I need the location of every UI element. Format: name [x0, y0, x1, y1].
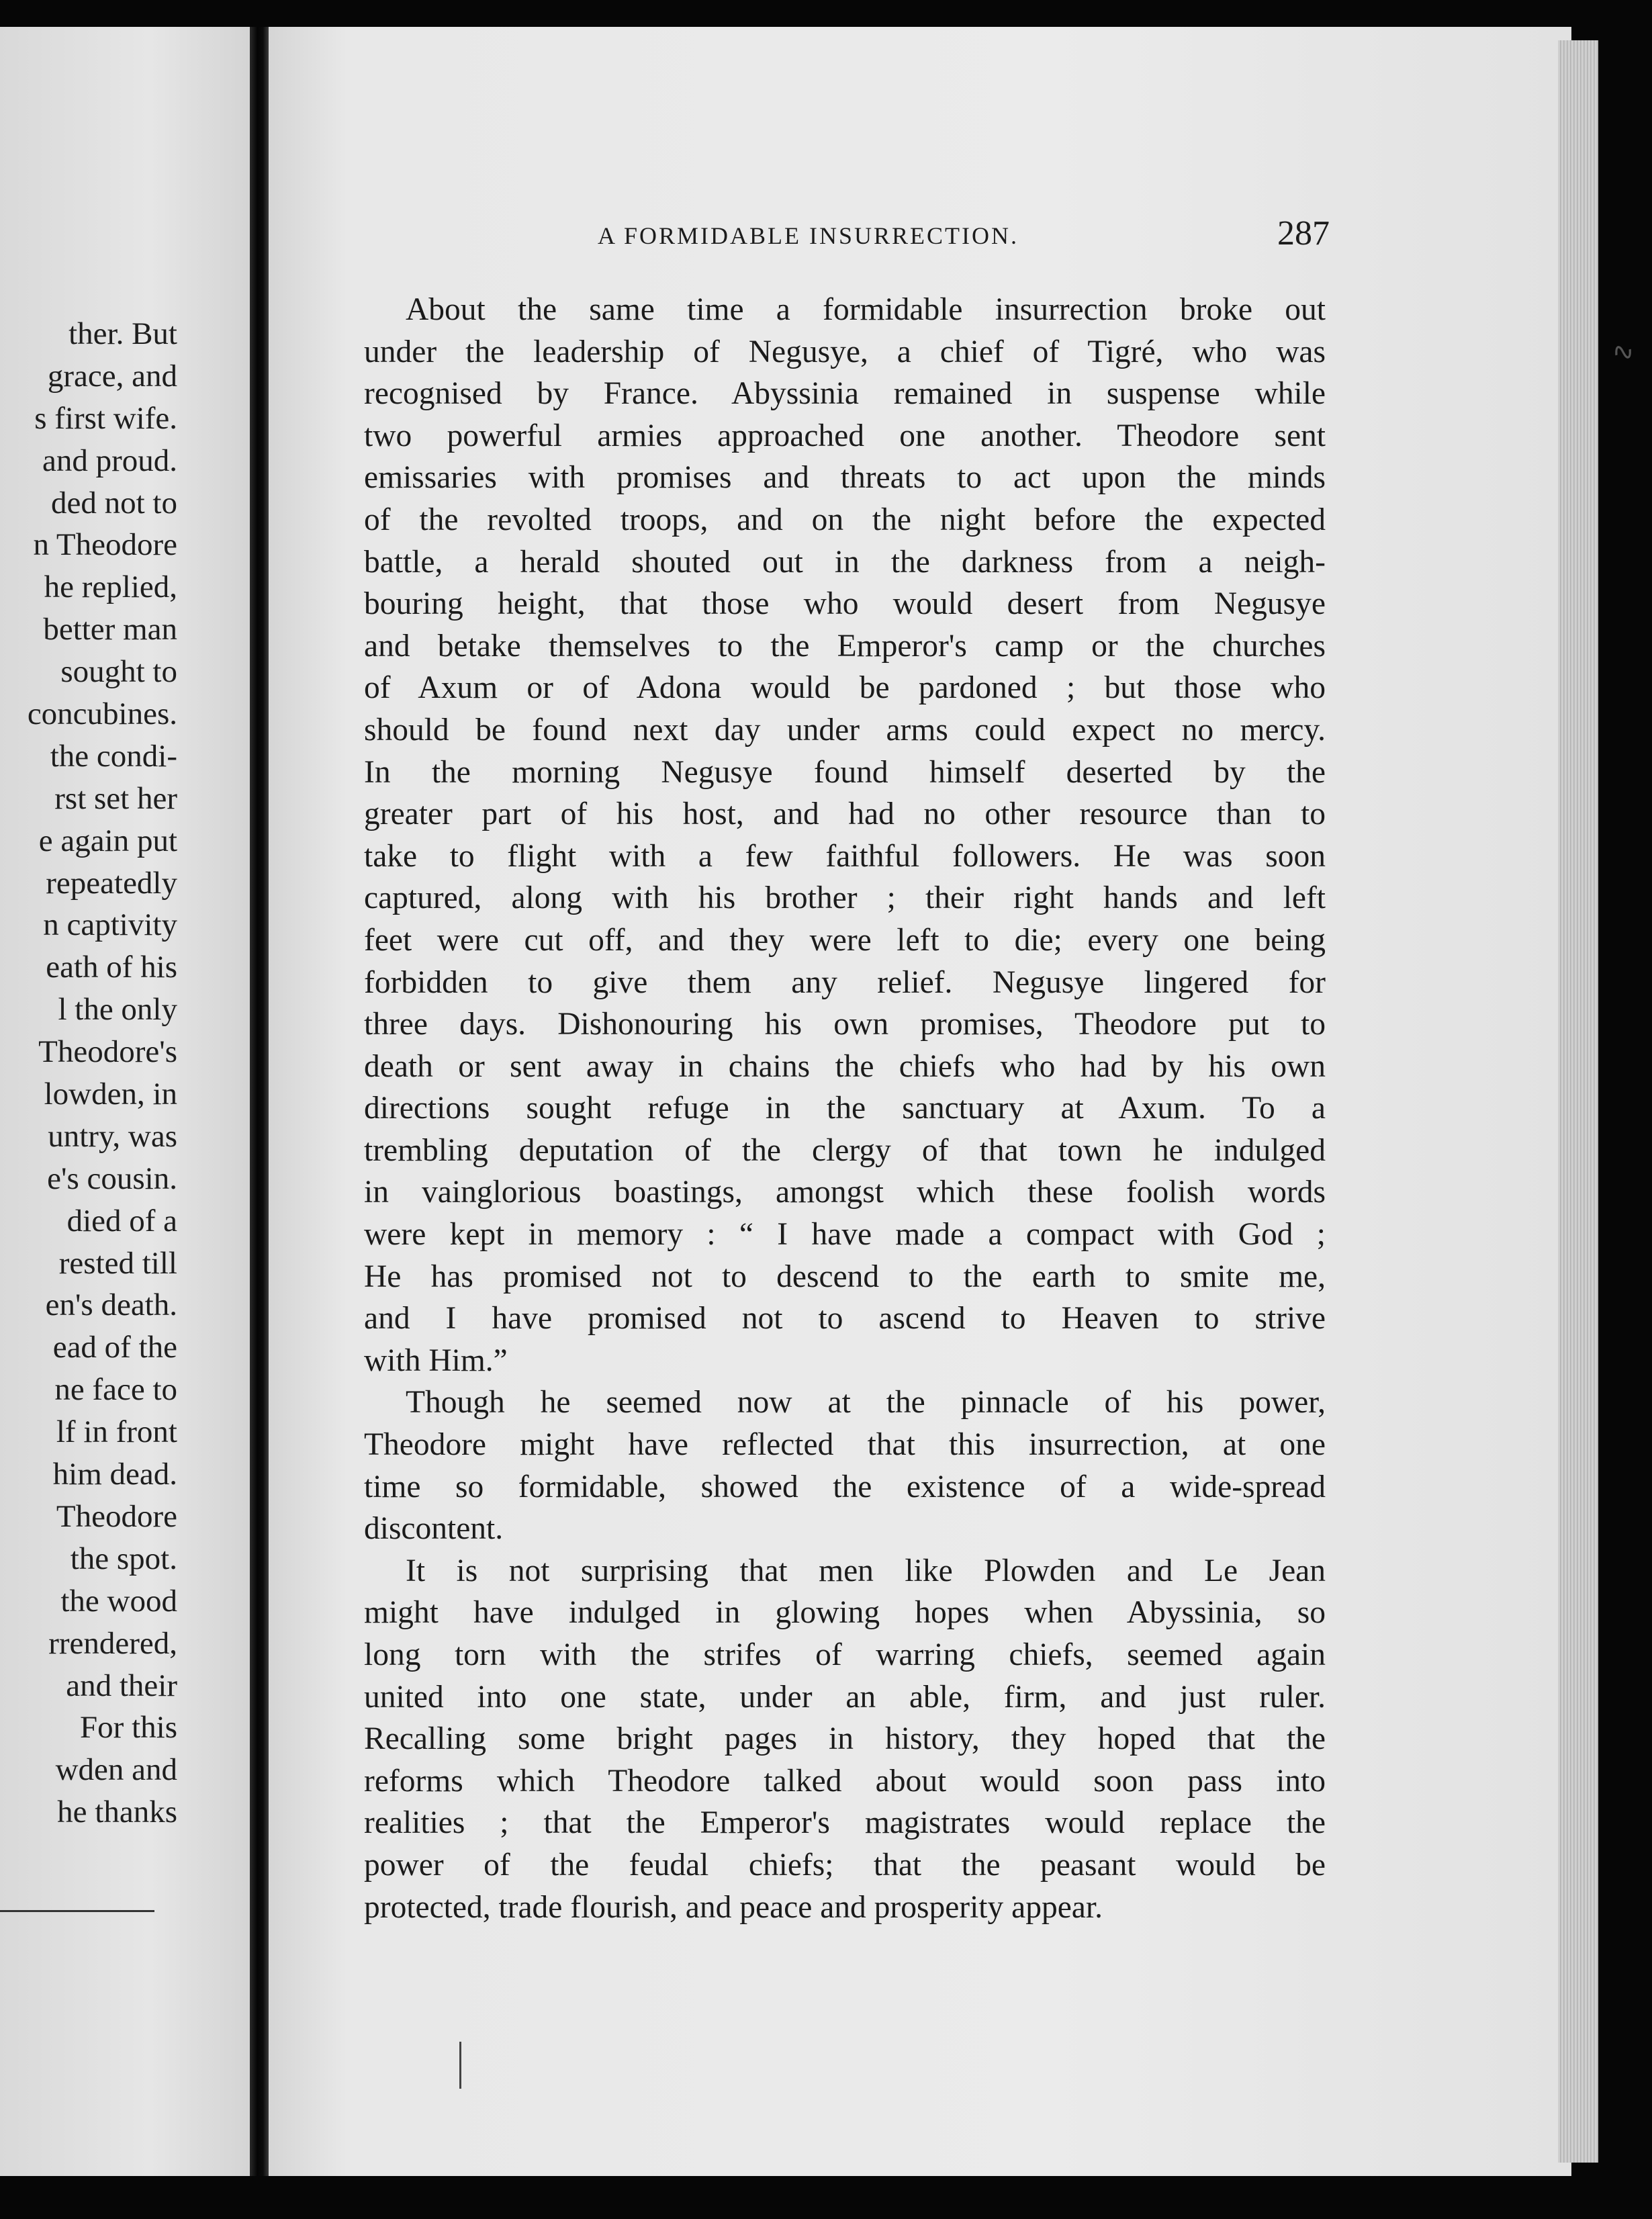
- text-line: It is not surprising that men like Plowden and Le Jean: [406, 1553, 1326, 1588]
- left-page-line: he thanks: [57, 1795, 177, 1830]
- left-page-line: the wood: [60, 1583, 177, 1619]
- left-page-line: him dead.: [52, 1457, 177, 1492]
- left-page-line: n Theodore: [33, 527, 177, 563]
- text-line: and betake themselves to the Emperor's camp or the churches: [364, 628, 1326, 664]
- text-line: of the revolted troops, and on the night before the expected: [364, 502, 1326, 537]
- book-gutter: [250, 27, 269, 2176]
- text-line: in vainglorious boastings, amongst which these foolish words: [364, 1175, 1326, 1210]
- paragraph: [364, 1382, 1326, 1549]
- footnote-rule: [0, 1910, 154, 1912]
- left-page-line: For this: [80, 1710, 177, 1746]
- body-text: [364, 289, 1326, 1928]
- left-page-line: en's death.: [45, 1287, 177, 1323]
- text-line: protected, trade flourish, and peace and prosperity appear.: [364, 1889, 1103, 1925]
- left-page-line: grace, and: [47, 358, 177, 394]
- text-line: and I have promised not to ascend to Heaven to strive: [364, 1301, 1326, 1337]
- left-page-line: ded not to: [51, 485, 177, 520]
- left-page-line: he replied,: [44, 570, 177, 605]
- left-page-line: n captivity: [43, 907, 177, 943]
- text-line: feet were cut off, and they were left to die; every one being: [364, 922, 1326, 958]
- text-line: He has promised not to descend to the earth to smite me,: [364, 1259, 1326, 1294]
- text-line: bouring height, that those who would desert from Negusye: [364, 586, 1326, 622]
- paragraph: [364, 1550, 1326, 1928]
- text-line: under the leadership of Negusye, a chief of Tigré, who was: [364, 334, 1326, 369]
- left-page-line: lf in front: [56, 1414, 177, 1450]
- page-number: 287: [1277, 214, 1330, 253]
- left-page-line: the condi-: [50, 738, 177, 774]
- left-page-line: sought to: [60, 654, 177, 690]
- text-line: of Axum or of Adona would be pardoned ; but those who: [364, 670, 1326, 706]
- left-page-line: s first wife.: [34, 400, 177, 436]
- left-page-line: Theodore's: [38, 1034, 177, 1070]
- left-page-line: rst set her: [54, 780, 177, 816]
- text-line: discontent.: [364, 1511, 504, 1547]
- left-page-line: and their: [66, 1668, 177, 1703]
- running-title: A FORMIDABLE INSURRECTION.: [598, 222, 1019, 249]
- text-line: power of the feudal chiefs; that the peasant would be: [364, 1847, 1326, 1883]
- paragraph: [364, 289, 1326, 1382]
- text-line: In the morning Negusye found himself deserted by the: [364, 754, 1326, 790]
- text-line: directions sought refuge in the sanctuary at Axum. To a: [364, 1091, 1326, 1126]
- left-page-line: ther. But: [68, 316, 177, 351]
- text-line: captured, along with his brother ; their right hands and left: [364, 880, 1326, 916]
- left-page-line: lowden, in: [44, 1077, 177, 1112]
- text-line: were kept in memory : “ I have made a compact with God ;: [364, 1217, 1326, 1253]
- text-line: battle, a herald shouted out in the darkness from a neigh-: [364, 544, 1326, 580]
- text-line: About the same time a formidable insurrection broke out: [406, 292, 1326, 327]
- left-page-line: eath of his: [46, 950, 177, 985]
- text-line: trembling deputation of the clergy of that town he indulged: [364, 1132, 1326, 1168]
- left-page-line: and proud.: [42, 443, 177, 478]
- left-page-line: better man: [43, 612, 177, 647]
- left-page-line: repeatedly: [46, 865, 177, 901]
- left-page-line: e again put: [38, 823, 177, 858]
- left-page-line: rested till: [58, 1245, 177, 1281]
- text-line: reforms which Theodore talked about would soon pass into: [364, 1763, 1326, 1799]
- text-line: long torn with the strifes of warring chiefs, seemed again: [364, 1637, 1326, 1672]
- left-page-text: [28, 313, 177, 1833]
- left-page-line: concubines.: [27, 696, 177, 732]
- left-page-line: the spot.: [70, 1541, 177, 1576]
- left-page-line: ead of the: [52, 1330, 177, 1365]
- left-page-line: rrendered,: [48, 1625, 177, 1661]
- text-line: forbidden to give them any relief. Negusye lingered for: [364, 964, 1326, 1000]
- text-line: emissaries with promises and threats to act upon the minds: [364, 460, 1326, 496]
- left-facing-page: [0, 27, 250, 2176]
- text-line: Theodore might have reflected that this insurrection, at one: [364, 1427, 1326, 1463]
- text-line: might have indulged in glowing hopes when Abyssinia, so: [364, 1595, 1326, 1631]
- margin-mark: ∿: [1608, 334, 1638, 369]
- text-line: Though he seemed now at the pinnacle of his power,: [406, 1385, 1326, 1420]
- text-line: recognised by France. Abyssinia remained in suspense while: [364, 376, 1326, 412]
- text-line: greater part of his host, and had no other resource than to: [364, 797, 1326, 832]
- text-line: united into one state, under an able, firm, and just ruler.: [364, 1679, 1326, 1715]
- text-line: with Him.”: [364, 1343, 508, 1378]
- page-edges: [1558, 40, 1598, 2163]
- running-head: [598, 214, 1330, 261]
- left-page-line: untry, was: [48, 1118, 177, 1154]
- text-line: Recalling some bright pages in history, they hoped that the: [364, 1721, 1326, 1757]
- text-line: time so formidable, showed the existence of a wide-spread: [364, 1469, 1326, 1504]
- text-line: take to flight with a few faithful followers. He was soon: [364, 838, 1326, 874]
- left-page-line: ne face to: [54, 1372, 177, 1408]
- left-page-line: Theodore: [56, 1498, 177, 1534]
- text-line: should be found next day under arms could expect no mercy.: [364, 712, 1326, 748]
- text-line: three days. Dishonouring his own promises, Theodore put to: [364, 1007, 1326, 1042]
- left-page-line: e's cousin.: [47, 1161, 177, 1196]
- left-page-line: died of a: [66, 1203, 177, 1238]
- left-page-line: l the only: [58, 992, 177, 1028]
- left-page-line: wden and: [55, 1752, 177, 1788]
- text-line: death or sent away in chains the chiefs who had by his own: [364, 1048, 1326, 1084]
- scan-speck: [459, 2042, 461, 2089]
- text-line: two powerful armies approached one another. Theodore sent: [364, 418, 1326, 453]
- text-line: realities ; that the Emperor's magistrates would replace the: [364, 1805, 1326, 1841]
